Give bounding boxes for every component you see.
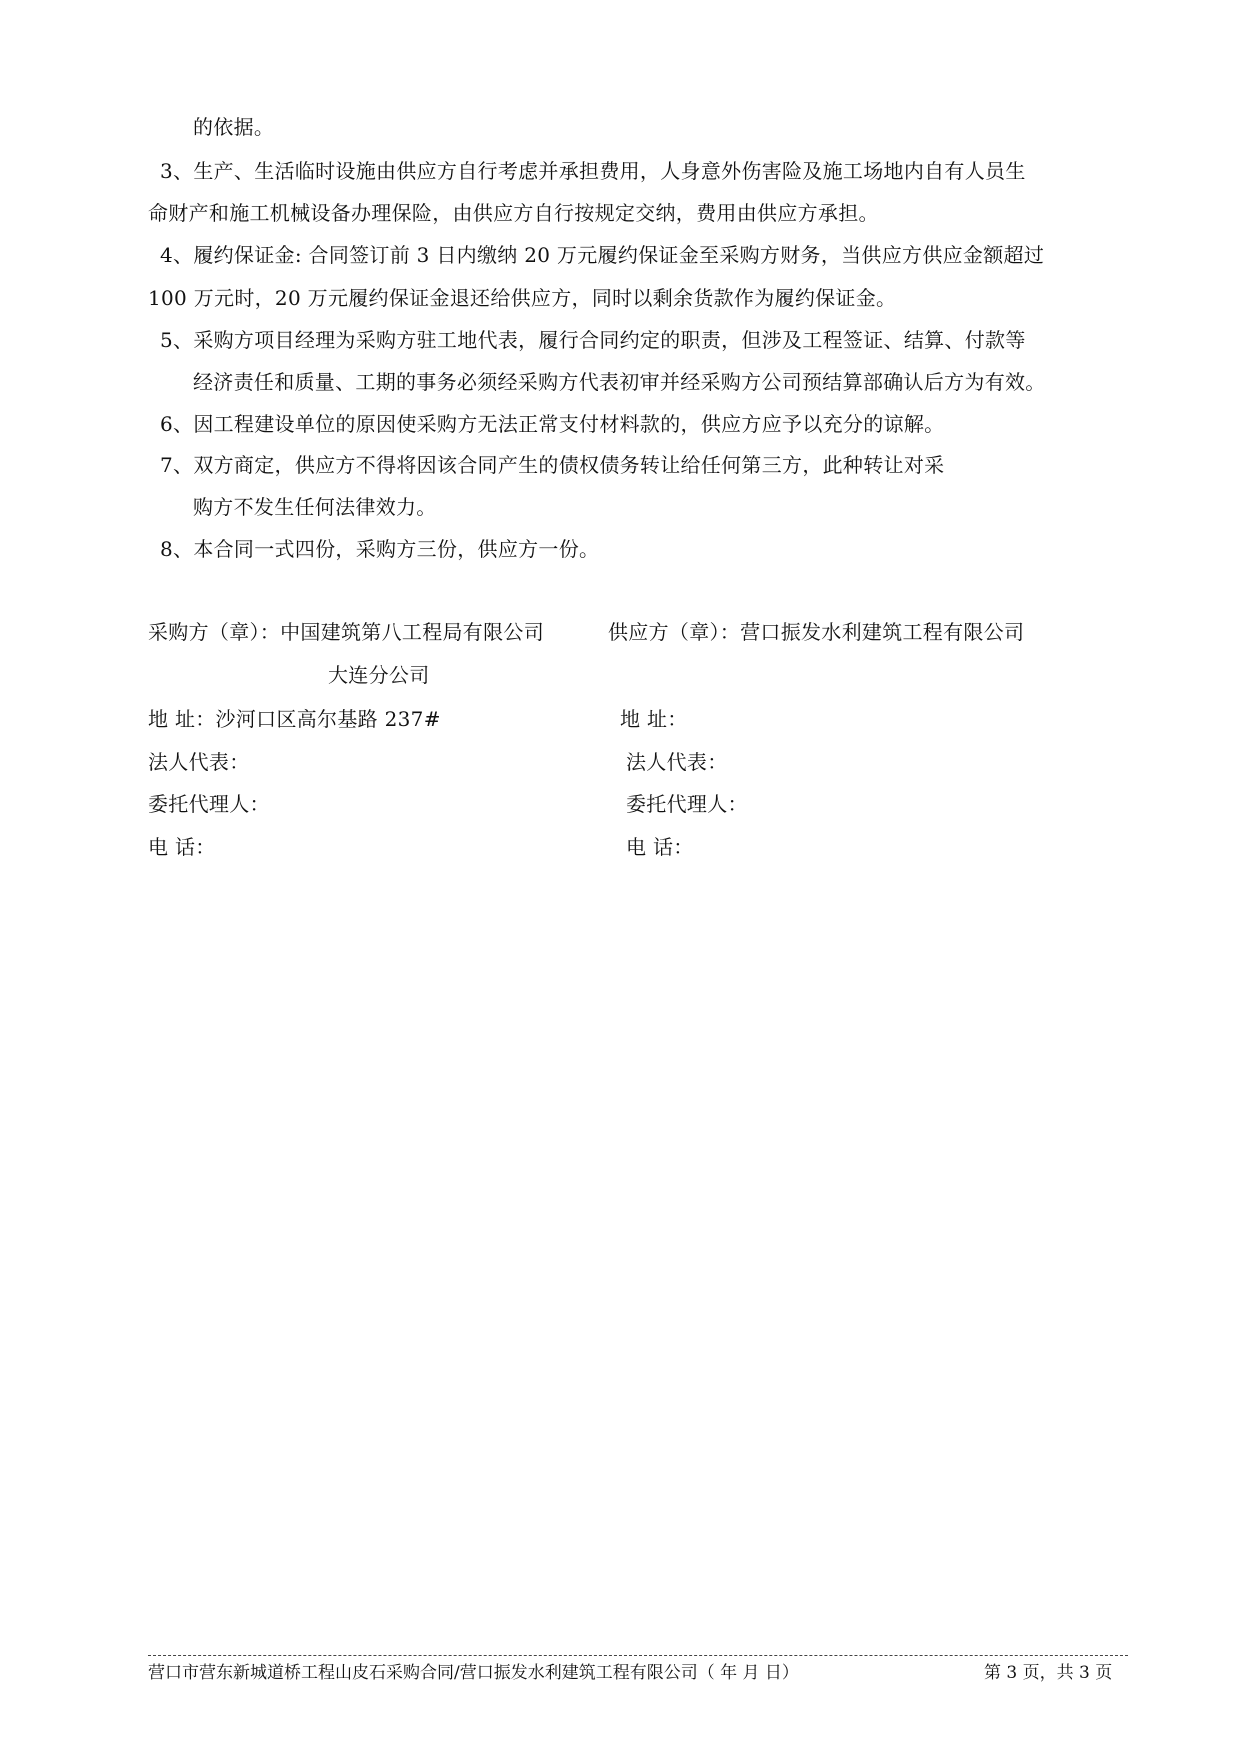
supplier-address: 地 址： [620,707,688,731]
footer-page-info: 第 3 页，共 3 页 [984,1663,1113,1683]
buyer-agent: 委托代理人： [148,792,270,816]
supplier-phone: 电 话： [626,835,694,859]
buyer-party: 采购方（章）：中国建筑第八工程局有限公司 [148,620,544,644]
clause-6-line-1: 6、因工程建设单位的原因使采购方无法正常支付材料款的，供应方应予以充分的谅解。 [160,412,945,436]
buyer-phone: 电 话： [148,835,216,859]
clause-7-line-1: 7、双方商定，供应方不得将因该合同产生的债权债务转让给任何第三方，此种转让对采 [160,453,945,477]
clause-5-line-1: 5、采购方项目经理为采购方驻工地代表，履行合同约定的职责，但涉及工程签证、结算、付款等 [160,328,1026,352]
supplier-legal-rep: 法人代表： [626,750,728,774]
footer-doc-title: 营口市营东新城道桥工程山皮石采购合同/营口振发水利建筑工程有限公司（ 年 月 日） [148,1663,799,1683]
clause-8-line-1: 8、本合同一式四份，采购方三份，供应方一份。 [160,537,600,561]
clause-4-line-1: 4、履约保证金: 合同签订前 3 日内缴纳 20 万元履约保证金至采购方财务，当供应方供应金额超过 [160,243,1045,267]
clause-3-line-1: 3、生产、生活临时设施由供应方自行考虑并承担费用，人身意外伤害险及施工场地内自有人员生 [160,159,1026,183]
clause-3-line-2: 命财产和施工机械设备办理保险，由供应方自行按规定交纳，费用由供应方承担。 [148,201,879,225]
clause-2-tail: 的依据。 [193,115,275,139]
clause-7-line-2: 购方不发生任何法律效力。 [193,495,437,519]
supplier-agent: 委托代理人： [626,792,748,816]
clause-5-line-2: 经济责任和质量、工期的事务必须经采购方代表初审并经采购方公司预结算部确认后方为有效。 [193,370,1046,394]
supplier-party: 供应方（章）：营口振发水利建筑工程有限公司 [608,620,1025,644]
clause-4-line-2: 100 万元时，20 万元履约保证金退还给供应方，同时以剩余货款作为履约保证金。 [148,286,897,310]
buyer-legal-rep: 法人代表： [148,750,250,774]
buyer-party-branch: 大连分公司 [328,663,430,687]
buyer-address: 地 址：沙河口区高尔基路 237# [148,707,441,731]
footer-divider [148,1655,1128,1656]
